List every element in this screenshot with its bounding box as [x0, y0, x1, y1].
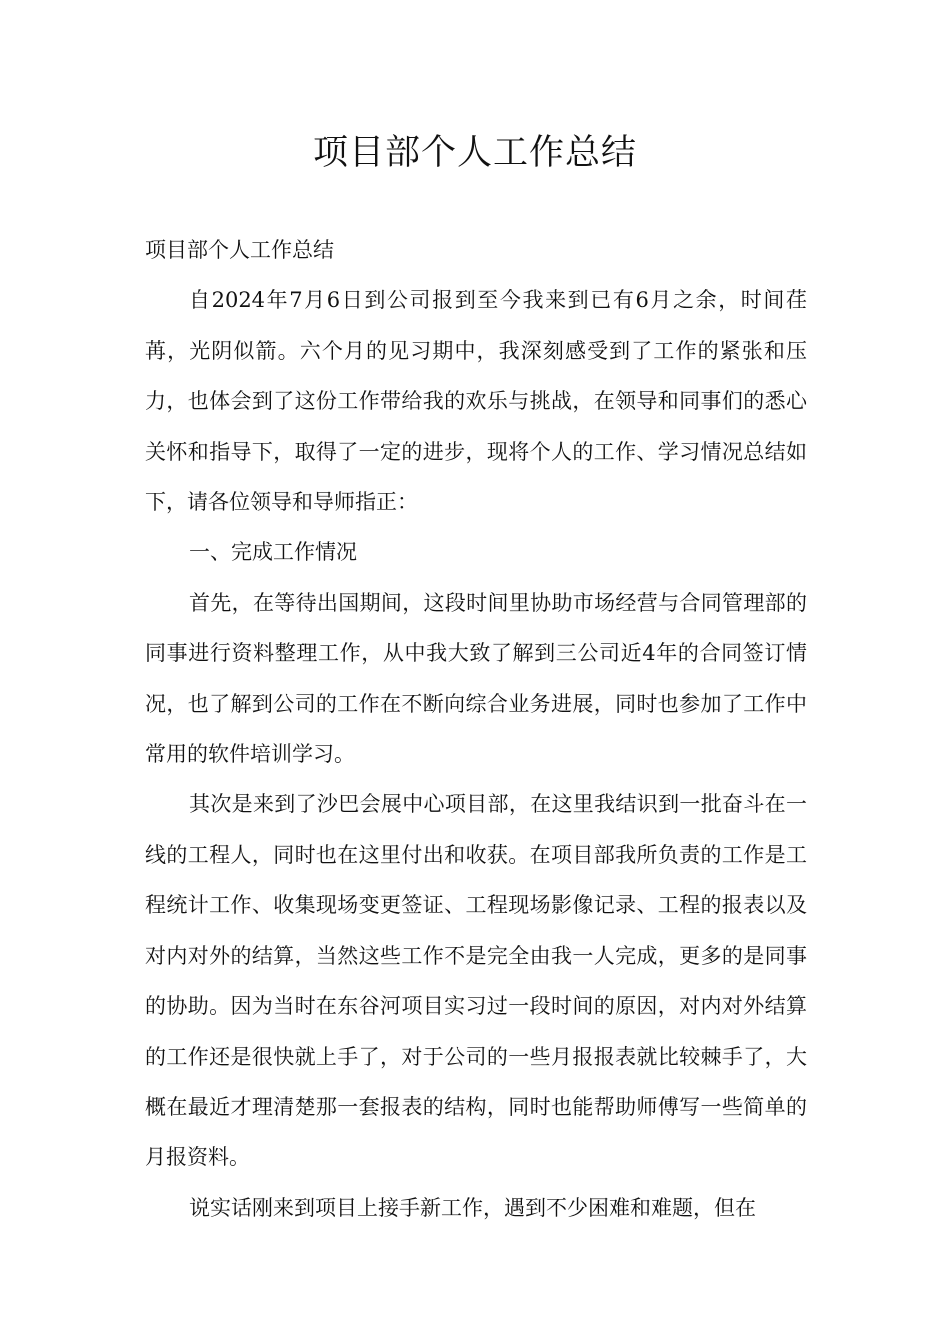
- paragraph-intro: 自2024年7月6日到公司报到至今我来到已有6月之余，时间荏苒，光阴似箭。六个月的见习期中，我深刻感受到了工作的紧张和压力，也体会到了这份工作带给我的欢乐与挑战，在领导和同事们的悉心关怀和指导下，取得了一定的进步，现将个人的工作、学习情况总结如下，请各位领导和导师指正：: [145, 288, 807, 515]
- document-body: [145, 225, 807, 1233]
- document-title: 项目部个人工作总结: [312, 133, 637, 173]
- section-heading-work-completed: 一、完成工作情况: [189, 540, 357, 565]
- document-subtitle: 项目部个人工作总结: [145, 238, 334, 262]
- paragraph-second: 其次是来到了沙巴会展中心项目部，在这里我结识到一批奋斗在一线的工程人，同时也在这里付出和收获。在项目部我所负责的工作是工程统计工作、收集现场变更签证、工程现场影像记录、工程的报表以及对内对外的结算，当然这些工作不是完全由我一人完成，更多的是同事的协助。因为当时在东谷河项目实习过一段时间的原因，对内对外结算的工作还是很快就上手了，对于公司的一些月报报表就比较棘手了，大概在最近才理清楚那一套报表的结构，同时也能帮助师傅写一些简单的月报资料。: [145, 792, 807, 1170]
- paragraph-first: 首先，在等待出国期间，这段时间里协助市场经营与合同管理部的同事进行资料整理工作，从中我大致了解到三公司近4年的合同签订情况，也了解到公司的工作在不断向综合业务进展，同时也参加了工作中常用的软件培训学习。: [145, 590, 807, 767]
- paragraph-third: 说实话刚来到项目上接手新工作，遇到不少困难和难题，但在: [189, 1195, 756, 1220]
